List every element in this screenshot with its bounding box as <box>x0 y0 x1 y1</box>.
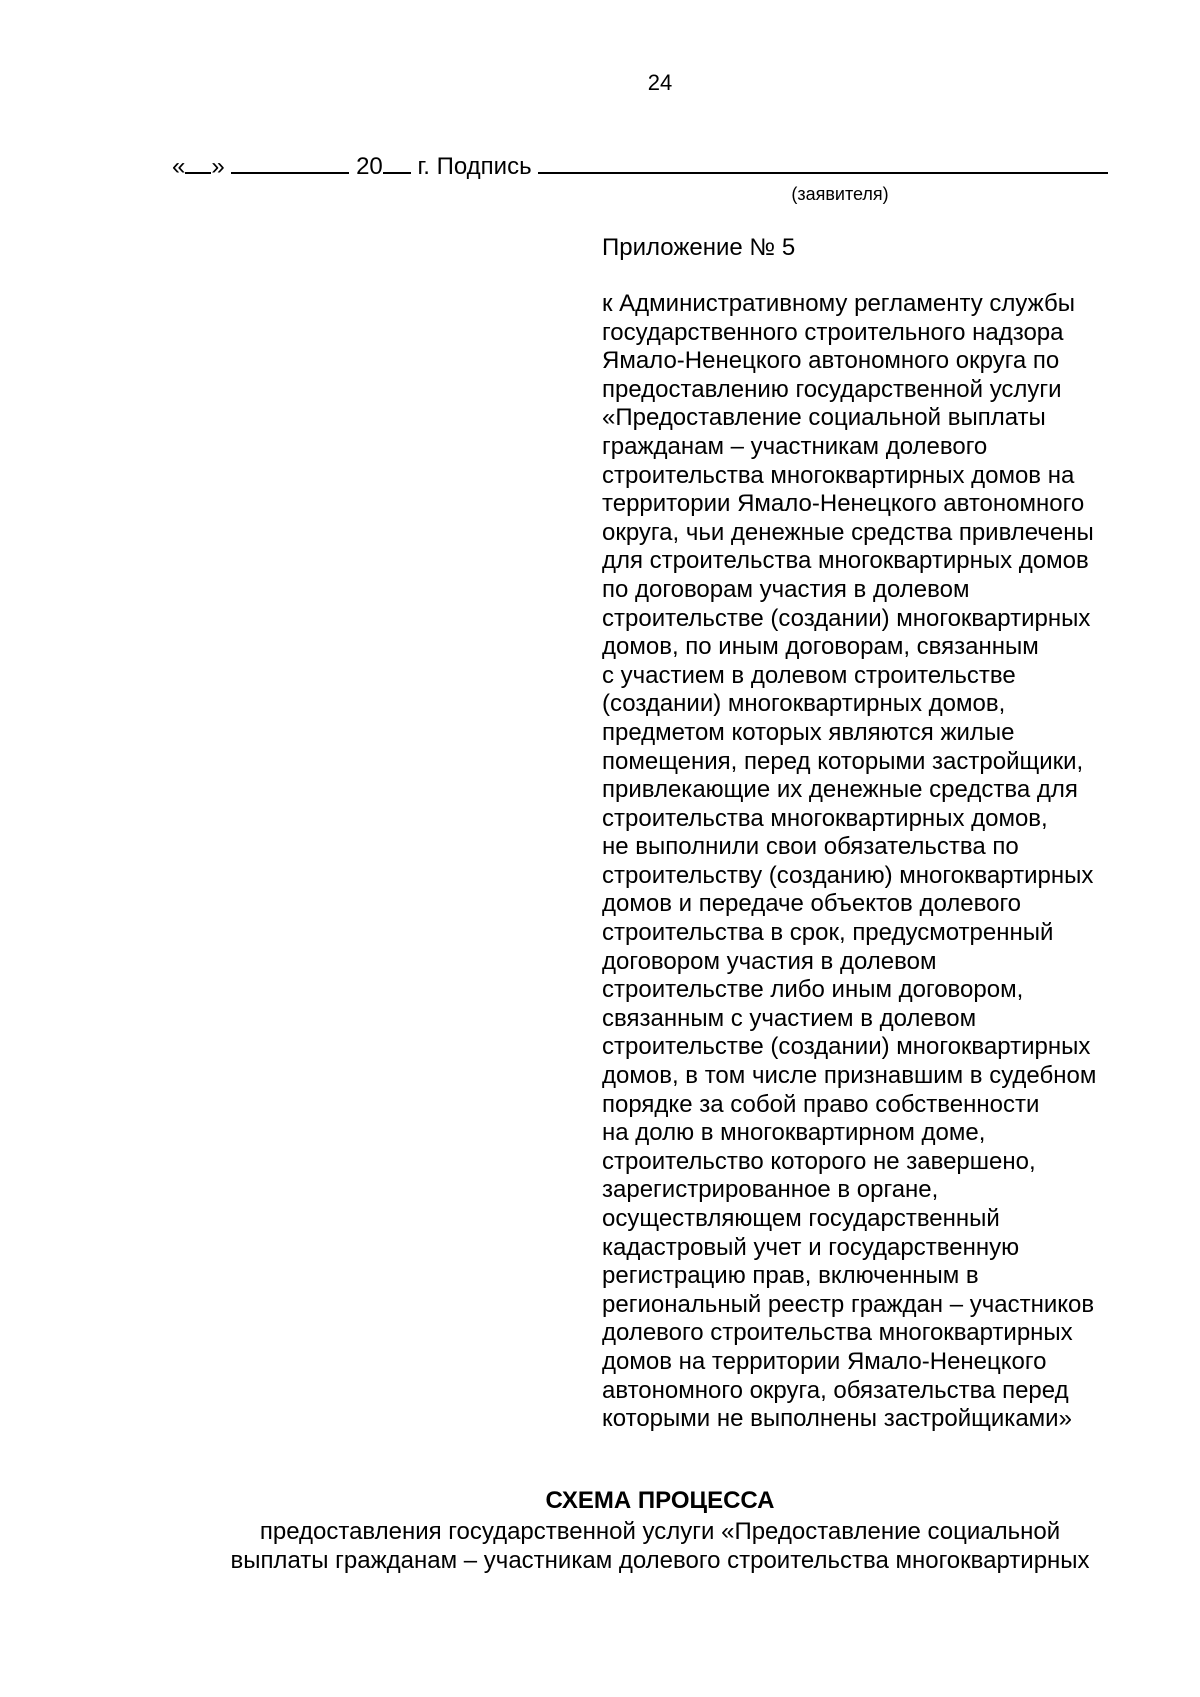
appendix-line: строительстве либо иным договором, <box>602 976 1024 1004</box>
appendix-line: для строительства многоквартирных домов <box>602 547 1089 575</box>
appendix-line: территории Ямало-Ненецкого автономного <box>602 490 1085 518</box>
day-blank <box>185 154 211 174</box>
appendix-line: строительства многоквартирных домов, <box>602 804 1048 832</box>
appendix-line: «Предоставление социальной выплаты <box>602 404 1046 432</box>
appendix-line: строительство которого не завершено, <box>602 1147 1036 1175</box>
appendix-line: кадастровый учет и государственную <box>602 1233 1020 1261</box>
scheme-subtitle-line: выплаты гражданам – участникам долевого строительства многоквартирных <box>230 1547 1090 1574</box>
appendix-line: по договорам участия в долевом <box>602 575 970 603</box>
appendix-line: строительства многоквартирных домов на <box>602 461 1075 489</box>
signature-caption: (заявителя) <box>791 184 889 204</box>
date-open-quote: « <box>172 153 186 180</box>
appendix-line: государственного строительного надзора <box>602 318 1064 346</box>
appendix-line: региональный реестр граждан – участников <box>602 1290 1095 1318</box>
appendix-line: с участием в долевом строительстве <box>602 661 1016 689</box>
appendix-line: строительстве (создании) многоквартирных <box>602 604 1091 632</box>
signature-label: г. Подпись <box>417 153 532 180</box>
scheme-subtitle-line: предоставления государственной услуги «Предоставление социальной <box>259 1518 1061 1545</box>
appendix-line: строительстве (создании) многоквартирных <box>602 1033 1091 1061</box>
signature-blank <box>538 154 1108 174</box>
scheme-title: СХЕМА ПРОЦЕССА <box>545 1487 775 1514</box>
appendix-line: домов, по иным договорам, связанным <box>602 633 1039 661</box>
year-blank <box>383 154 411 174</box>
appendix-line: домов и передаче объектов долевого <box>602 890 1022 918</box>
appendix-line: осуществляющем государственный <box>602 1205 1000 1232</box>
appendix-title: Приложение № 5 <box>602 234 796 261</box>
signature-line <box>172 153 1108 181</box>
page-number: 24 <box>647 70 673 95</box>
appendix-line: помещения, перед которыми застройщики, <box>602 747 1084 775</box>
appendix-body <box>602 290 1096 1434</box>
appendix-line: предоставлению государственной услуги <box>602 375 1062 403</box>
appendix-line: которыми не выполнены застройщиками» <box>602 1405 1072 1433</box>
appendix-line: зарегистрированное в органе, <box>602 1176 939 1204</box>
appendix-line: не выполнили свои обязательства по <box>602 833 1019 861</box>
appendix-line: гражданам – участникам долевого <box>602 432 988 460</box>
appendix-line: на долю в многоквартирном доме, <box>602 1119 986 1147</box>
month-blank <box>231 154 349 174</box>
appendix-line: домов на территории Ямало-Ненецкого <box>602 1347 1047 1375</box>
appendix-line: порядке за собой право собственности <box>602 1090 1040 1118</box>
appendix-line: привлекающие их денежные средства для <box>602 776 1078 804</box>
appendix-line: договором участия в долевом <box>602 947 937 975</box>
appendix-line: округа, чьи денежные средства привлечены <box>602 518 1094 546</box>
date-close-quote: » <box>211 153 225 180</box>
appendix-line: автономного округа, обязательства перед <box>602 1376 1069 1404</box>
appendix-line: регистрацию прав, включенным в <box>602 1262 979 1290</box>
appendix-line: домов, в том числе признавшим в судебном <box>602 1062 1097 1090</box>
year-prefix: 20 <box>356 153 383 180</box>
scheme-subtitle <box>0 1517 1200 1575</box>
appendix-line: строительства в срок, предусмотренный <box>602 919 1054 947</box>
appendix-line: (создании) многоквартирных домов, <box>602 690 1006 718</box>
appendix-line: предметом которых являются жилые <box>602 718 1015 746</box>
appendix-line: строительству (созданию) многоквартирных <box>602 861 1094 889</box>
appendix-line: долевого строительства многоквартирных <box>602 1319 1073 1347</box>
appendix-line: связанным с участием в долевом <box>602 1004 977 1032</box>
appendix-line: к Административному регламенту службы <box>602 290 1075 317</box>
appendix-line: Ямало-Ненецкого автономного округа по <box>602 347 1060 375</box>
